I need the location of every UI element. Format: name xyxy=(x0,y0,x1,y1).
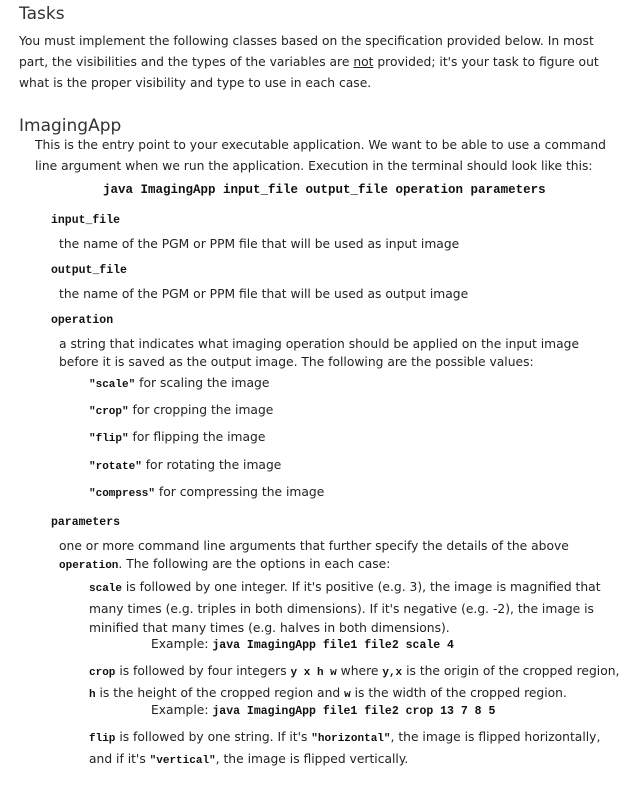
option-flip xyxy=(89,430,265,445)
command-usage: java ImagingApp input_file output_file operation parameters xyxy=(103,183,546,197)
intro-underlined-text: not xyxy=(353,55,374,69)
param-crop-text: where xyxy=(336,664,383,678)
option-rotate xyxy=(89,458,281,473)
option-key: "flip" xyxy=(89,433,129,445)
param-flip-text: , the image is flipped vertically. xyxy=(215,751,409,766)
parameters-text: one or more command line arguments that further specify the details of the above xyxy=(59,539,569,553)
param-scale xyxy=(89,578,621,639)
option-desc: for compressing the image xyxy=(155,485,325,499)
definition-operation: a string that indicates what imaging operation should be applied on the input image before it is saved as the output image. The following are the possible values: xyxy=(59,337,580,369)
term-input-file: input_file xyxy=(51,214,121,227)
option-key: "scale" xyxy=(89,379,136,391)
imagingapp-heading: ImagingApp xyxy=(19,116,122,136)
option-compress xyxy=(89,485,324,500)
option-crop xyxy=(89,403,273,418)
definition-parameters xyxy=(59,537,621,575)
param-flip-text: is followed by one string. If it's xyxy=(115,730,312,744)
term-output-file: output_file xyxy=(51,264,127,277)
param-flip-code: "horizontal" xyxy=(311,733,391,745)
param-crop-text: is the width of the cropped region. xyxy=(350,685,567,700)
option-desc: for rotating the image xyxy=(141,458,282,472)
example-label: Example: xyxy=(151,703,213,717)
example-label: Example: xyxy=(151,637,213,651)
param-crop-text: is followed by four integers xyxy=(115,664,291,678)
parameters-code: operation xyxy=(59,560,119,572)
param-crop-key: crop xyxy=(89,667,116,679)
param-crop-code: w xyxy=(344,688,351,701)
param-crop-code: y x h w xyxy=(290,667,337,679)
term-operation: operation xyxy=(51,314,114,327)
example-code: java ImagingApp file1 file2 scale 4 xyxy=(212,639,454,652)
option-desc: for cropping the image xyxy=(128,403,274,417)
intro-text-end: provided; it's your task to figure out what is the proper visibility and type to use in each case. xyxy=(19,55,599,90)
parameters-text-end: . The following are the options in each case: xyxy=(118,557,391,571)
param-scale-key: scale xyxy=(89,583,123,595)
param-crop-code: y,x xyxy=(382,667,403,679)
example-crop xyxy=(151,703,495,718)
definition-output-file: the name of the PGM or PPM file that will be used as output image xyxy=(59,287,469,301)
param-scale-desc: is followed by one integer. If it's positive (e.g. 3), the image is magnified that many times (e.g. triples in both dimensions). If it's negative (e.g. -2), the image is minified that many times (e.g. halves in both dimensions). xyxy=(89,580,601,635)
example-code: java ImagingApp file1 file2 crop 13 7 8 5 xyxy=(212,705,496,718)
param-crop-code: h xyxy=(89,688,96,701)
term-parameters: parameters xyxy=(51,516,121,529)
option-key: "crop" xyxy=(89,406,129,418)
param-flip xyxy=(89,728,621,771)
param-flip-key: flip xyxy=(89,733,116,745)
tasks-heading: Tasks xyxy=(19,4,65,24)
param-crop-text: is the height of the cropped region and xyxy=(95,685,345,700)
option-desc: for flipping the image xyxy=(128,430,266,444)
param-flip-code: "vertical" xyxy=(149,754,216,767)
intro-text: You must implement the following classes based on the specification provided below. In most part, the visibilities and the types of the variables are xyxy=(19,34,594,69)
param-crop xyxy=(89,662,621,705)
option-desc: for scaling the image xyxy=(135,376,270,390)
imagingapp-description: This is the entry point to your executable application. We want to be able to use a command line argument when we run the application. Execution in the terminal should look like this: xyxy=(35,138,606,173)
option-key: "compress" xyxy=(89,488,156,500)
example-scale xyxy=(151,637,454,652)
definition-input-file: the name of the PGM or PPM file that will be used as input image xyxy=(59,237,460,251)
param-flip-text: , the image is flipped horizontally, and if it's xyxy=(89,730,601,766)
option-key: "rotate" xyxy=(89,461,142,473)
tasks-intro xyxy=(19,31,621,94)
option-scale xyxy=(89,376,269,391)
param-crop-text: is the origin of the cropped region, xyxy=(402,664,620,678)
